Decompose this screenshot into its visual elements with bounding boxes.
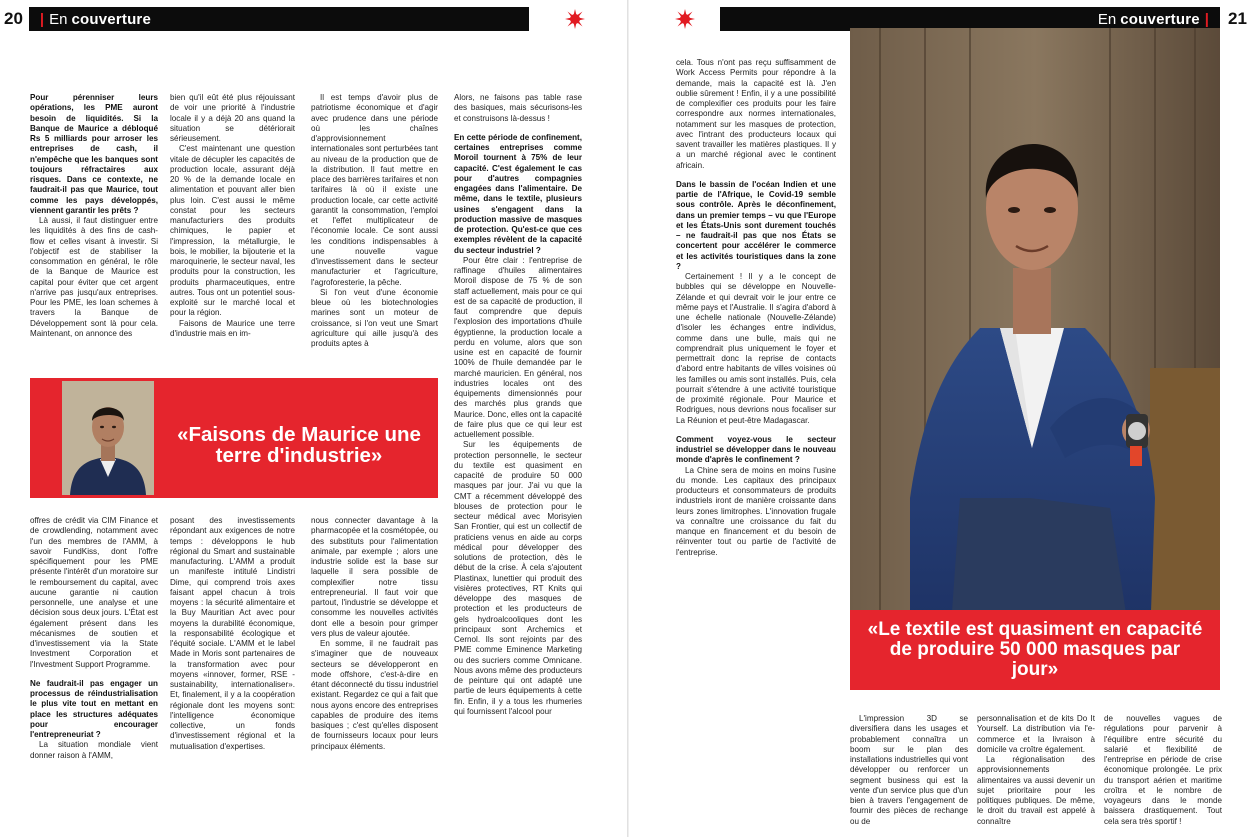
interview-question: En cette période de confinement, certaines entreprises comme Moroil tournent à 75% de leur capacité. C'est également le cas pour d'autres compagnies engagées dans l'alimentaire. De même, dans le textile, plusieurs usines s'engagent dans la production massive de masques de protection. Qu'est-ce que ces exemples révèlent de la capacité du secteur industriel ? bbox=[454, 132, 582, 255]
left-col4 bbox=[454, 93, 582, 833]
section-pipe: | bbox=[39, 10, 45, 28]
body-paragraph: nous connecter davantage à la pharmacopée et la cosmétopée, ou des substituts pour l'alimentation animale, par exemple ; alors une industrie solide est la base sur laquelle il sera possible de complexifier notre tissu entrepreneurial. Il faut voir que partout, l'industrie se développe et consomme les nouvelles activités dont elle a besoin pour grimper vers plus de valeur ajoutée. bbox=[311, 516, 438, 638]
pull-quote-title-right: «Le textile est quasiment en capacité de produire 50 000 masques par jour» bbox=[867, 619, 1203, 680]
body-paragraph: Là aussi, il faut distinguer entre les liquidités à des fins de cash-flow et celles visant à investir. Si l'objectif est de stabiliser la consommation en général, le rôle de la Banque de Maurice est capital pour éviter que cet argent n'arrive pas jusqu'aux entreprises. Pour les PME, les loan schemes à travers la Banque de Développement sont là pour cela. Maintenant, on annonce des bbox=[30, 216, 158, 338]
portrait-photo-large bbox=[850, 28, 1220, 640]
body-paragraph: cela. Tous n'ont pas reçu suffisamment de Work Access Permits pour répondre à la demande, mais la capacité est là. J'en oublie sûrement ! Enfin, il y a une possibilité de complexifier ces produits pour les faire correspondre aux normes internationales, notamment sur les masques de protection, avec l'intrant des producteurs locaux qui savent travailler les matières plastiques. Il y a un marché régional avec le continent africain. bbox=[676, 58, 836, 170]
body-paragraph: Si l'on veut d'une économie bleue où les biotechnologies marines sont un moteur de croissance, si l'on veut une Smart agriculture qui aille jusqu'à des produits aptes à bbox=[311, 287, 438, 348]
splat-icon bbox=[564, 8, 586, 30]
right-col3 bbox=[977, 714, 1095, 834]
left-col2-bottom bbox=[170, 516, 295, 834]
body-paragraph: Certainement ! Il y a le concept de bubbles qui se développe en Nouvelle-Zélande et qui devrait voir le jour entre ce même pays et l'Australie. Il s'agira d'abord à une échelle nationale (Nouvelle-Zélande) d'isoler les échanges entre individus, comme dans une bulle, mais qui ne comprendrait plus uniquement le foyer et permettrait donc la reprise de contacts d'abord entre habitants de villes voisines où les familles ou amis sont installés. Puis, cela pourrait s'étendre à une activité touristique de proximité régionale. Pour Maurice et Rodrigues, nous devrions nous focaliser sur La Réunion et peut-être Madagascar. bbox=[676, 272, 836, 425]
left-col1-bottom bbox=[30, 516, 158, 834]
body-paragraph: posant des investissements répondant aux exigences de notre temps : développons le hub régional du Smart and sustainable manufacturing. L'AMM a produit un manifeste intitulé Lindistri Dime, qui comprend trois axes faisant appel chacun à trois moyens : la sécurité alimentaire et la Buy Mauritian Act avec pour moyens la durabilité économique, la responsabilité écologique et l'équité sociale. L'AMM et le label Made in Moris sont partenaires de la transformation avec pour moyens «innover, former, RSE - sustainability, internationaliser». Et, finalement, il y a la coopération régionale dont les moyens sont: l'intelligence économique collective, un fonds d'investissement régional et la mutualisation d'expertises. bbox=[170, 516, 295, 751]
body-paragraph: L'impression 3D se diversifiera dans les usages et probablement connaîtra un boom sur le plan des installations industrielles qui vont développer ou renforcer un segment business qui est la vente d'un service plus que d'un bien à travers l'engagement de fournir des pièces de rechange ou de bbox=[850, 714, 968, 826]
splat-icon-right bbox=[674, 8, 696, 30]
right-col1 bbox=[676, 58, 836, 834]
interview-question: Dans le bassin de l'océan Indien et une partie de l'Afrique, le Covid-19 semble sous contrôle. Après le déconfinement, dans un premier temps – vu que l'Europe et les États-Unis sont durement touchés – ne faudrait-il pas que nos États se concertent pour accélérer le commerce et les activités touristiques dans la zone ? bbox=[676, 179, 836, 271]
section-title: couverture bbox=[71, 10, 152, 28]
body-paragraph: Sur les équipements de protection personnelle, le secteur du textile est quasiment en capacité de produire 50 000 masques par jour. J'ai vu que la CMT a récemment développé des blouses de protection pour le secteur médical avec Morisyien San Frontier, qui est un collectif de praticiens venus en aide au corps médical pour développer des solutions de protection, dès le début de la crise. À cela s'ajoutent Plastinax, lunettier qui produit des visières protectives, RT Knits qui développe des masques de protection et les producteurs de gels hydroalcooliques dont les principaux sont Archemics et Cernol. Ils sont rejoints par des PME comme Eminence Marketing ou des sucriers comme Omnicane. Nous avons même des producteurs de peinture qui ont adapté une partie de leurs équipements à cette fin. Enfin, il y a tous les rhumeries qui fournissent l'alcool pour bbox=[454, 440, 582, 716]
section-prefix: En bbox=[49, 10, 68, 28]
body-paragraph: Il est temps d'avoir plus de patriotisme économique et d'agir avec prudence dans une période où les chaînes d'approvisionnement internationales sont perturbées tant au niveau de la production que de la distribution. Il faut mettre en place des barrières tarifaires et non tarifaires là où il existe une production locale, car cette activité garantit la consommation, l'emploi et l'effet multiplicateur de l'économie locale. Ce sont aussi les conditions indispensables à une nouvelle vague d'investissement dans le secteur manufacturier et l'agriculture, l'agroforesterie, la pêche. bbox=[311, 93, 438, 287]
body-paragraph: Pour être clair : l'entreprise de raffinage d'huiles alimentaires Moroil dispose de 75 % de son staff actuellement, mais pour ce qui est de sa capacité de production, il faut comprendre que depuis l'explosion des importations d'huile égyptienne, la production locale a perdu en volume, alors que son usine est en capacité de fournir 100% de l'huile demandée par le marché mauricien. En général, nos industries locales ont des équipements dimensionnés pour des marchés plus grands que Maurice. Donc, elles ont la capacité de faire plus que ce qui leur est actuellement possible. bbox=[454, 255, 582, 439]
body-paragraph: Alors, ne faisons pas table rase des basiques, mais sécurisons-les et construisons là-dessus ! bbox=[454, 93, 582, 123]
left-page-header bbox=[4, 7, 529, 31]
section-bar-left bbox=[29, 7, 529, 31]
body-paragraph: La situation mondiale vient donner raison à l'AMM, bbox=[30, 740, 158, 760]
section-title-right: couverture bbox=[1120, 10, 1200, 28]
page-number-right: 21 bbox=[1228, 9, 1247, 28]
body-paragraph: de nouvelles vagues de régulations pour parvenir à l'équilibre entre sécurité du salarié et flexibilité de l'entreprise en période de crise économique prolongée. Le prix du transport aérien et maritime croîtra et le nombre de voyageurs dans le monde baissera drastiquement. Tout cela sera très sportif ! bbox=[1104, 714, 1222, 826]
body-paragraph: La Chine sera de moins en moins l'usine du monde. Les capitaux des principaux producteurs et consommateurs de produits industriels iront de manière croissante dans leurs zones limitrophes. L'innovation frugale va connaître une croissance du fait du manque en financement et du besoin de réinventer tout ou partie de l'activité de l'entreprise. bbox=[676, 465, 836, 557]
body-paragraph: offres de crédit via CIM Finance et de crowdlending, notamment avec l'un des membres de l'AMM, à savoir FundKiss, dont l'offre spécifiquement pour les PME présente l'intérêt d'un moratoire sur le remboursement du capital, avec aucune garantie ni caution personnelle, une analyse et une décision sous deux jours. L'État est également présent dans les mécanismes de soutien et d'investissement via la State Investment Corporation et l'Investment Support Programme. bbox=[30, 516, 158, 669]
left-col3-top bbox=[311, 93, 438, 367]
body-paragraph: Faisons de Maurice une terre d'industrie mais en im- bbox=[170, 318, 295, 338]
portrait-photo-small bbox=[62, 381, 154, 495]
body-paragraph: bien qu'il eût été plus réjouissant de voir une priorité à l'industrie locale il y a déjà 20 ans quand la situation se détériorait sérieusement. bbox=[170, 93, 295, 143]
section-prefix-right: En bbox=[1097, 10, 1117, 28]
interview-question: Comment voyez-vous le secteur industriel se développer dans le nouveau monde d'après le confinement ? bbox=[676, 434, 836, 465]
left-col1-top bbox=[30, 93, 158, 367]
interview-question: Ne faudrait-il pas engager un processus de réindustrialisation le plus vite tout en mettant en place les structures adéquates pour encourager l'entrepreneuriat ? bbox=[30, 678, 158, 739]
page-number-left: 20 bbox=[4, 9, 23, 28]
body-paragraph: personnalisation et de kits Do It Yourself. La distribution via l'e-commerce et la livraison à domicile va croître également. bbox=[977, 714, 1095, 754]
pull-quote-title: «Faisons de Maurice une terre d'industrie» bbox=[177, 423, 421, 467]
left-page bbox=[0, 0, 628, 837]
right-page bbox=[629, 0, 1257, 837]
section-pipe-right: | bbox=[1204, 10, 1209, 28]
body-paragraph: En somme, il ne faudrait pas s'imaginer que de nouveaux secteurs se développeront en mode offshore, c'est-à-dire en étant déconnecté du tissu industriel existant. Regardez ce qui a fait que nous ayons encore des entreprises capables de produire des items basiques ; c'est qu'elles disposent de fournisseurs locaux pour leurs principaux éléments. bbox=[311, 639, 438, 751]
left-col2-top bbox=[170, 93, 295, 367]
right-col2 bbox=[850, 714, 968, 834]
right-col4 bbox=[1104, 714, 1222, 834]
body-paragraph: C'est maintenant une question vitale de décupler les capacités de production locale, assurant déjà 20 % de la demande locale en alimentation et pouvant aller bien plus loin. C'est aussi le même constat pour les secteurs manufacturiers des produits chimiques, le papier et l'impression, la métallurgie, le bois, le mobilier, la bijouterie et la maroquinerie, le secteur naval, les produits pour la construction, les produits pharmaceutiques, entre autres. Tous ont un potentiel sous-exploité sur le marché local et pour la région. bbox=[170, 144, 295, 318]
interview-question: Pour pérenniser leurs opérations, les PME auront besoin de liquidités. Si la Banque de Maurice a débloqué Rs 5 milliards pour arroser les entreprises de cash, il n'empêche que les banques sont toujours réfractaires aux risques. Dans ce contexte, ne faudrait-il pas que Maurice, tout comme les pays développés, viennent garantir les prêts ? bbox=[30, 93, 158, 215]
left-col3-bottom bbox=[311, 516, 438, 834]
body-paragraph: La régionalisation des approvisionnements alimentaires va aussi devenir un sujet prioritaire pour les politiques publiques. De même, le droit du travail est appelé à connaître bbox=[977, 755, 1095, 826]
pull-quote-box bbox=[850, 610, 1220, 690]
